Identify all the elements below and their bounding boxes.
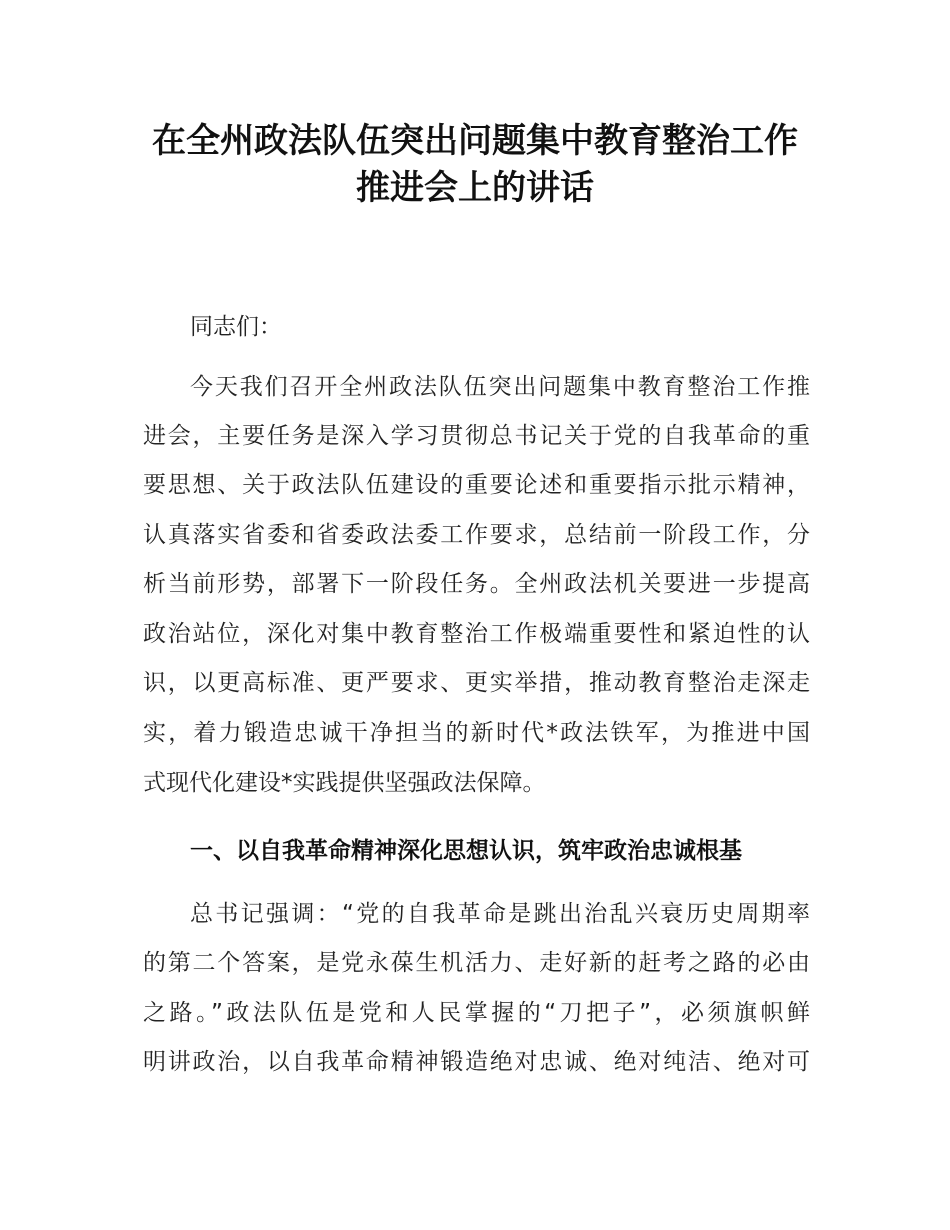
paragraph-line: 式现代化建设*实践提供坚强政法保障。 — [143, 770, 546, 796]
document-title-line-1: 在全州政法队伍突出问题集中教育整治工作 — [152, 121, 798, 161]
paragraph-line: 识，以更高标准、更严要求、更实举措，推动教育整治走深走 — [143, 670, 810, 696]
paragraph-line: 实，着力锻造忠诚干净担当的新时代*政法铁军，为推进中国 — [143, 720, 810, 746]
paragraph-line: 明讲政治，以自我革命精神锻造绝对忠诚、绝对纯洁、绝对可 — [143, 1049, 810, 1075]
paragraph-line: 之路。”政法队伍是党和人民掌握的“刀把子”，必须旗帜鲜 — [143, 1000, 810, 1026]
paragraph-line: 认真落实省委和省委政法委工作要求，总结前一阶段工作，分 — [143, 522, 810, 548]
paragraph-line: 要思想、关于政法队伍建设的重要论述和重要指示批示精神， — [143, 472, 810, 498]
paragraph-line: 政治站位，深化对集中教育整治工作极端重要性和紧迫性的认 — [143, 621, 810, 647]
document-title-line-2: 推进会上的讲话 — [356, 168, 594, 208]
salutation: 同志们： — [190, 314, 282, 340]
paragraph-line: 的第二个答案，是党永葆生机活力、走好新的赶考之路的必由 — [143, 950, 810, 976]
paragraph-line: 析当前形势，部署下一阶段任务。全州政法机关要进一步提高 — [143, 571, 810, 597]
paragraph-line: 今天我们召开全州政法队伍突出问题集中教育整治工作推 — [190, 374, 810, 400]
section-heading-1: 一、以自我革命精神深化思想认识，筑牢政治忠诚根基 — [190, 838, 742, 864]
paragraph-line: 进会，主要任务是深入学习贯彻总书记关于党的自我革命的重 — [143, 423, 810, 449]
paragraph-line: 总书记强调：“党的自我革命是跳出治乱兴衰历史周期率 — [190, 901, 810, 927]
